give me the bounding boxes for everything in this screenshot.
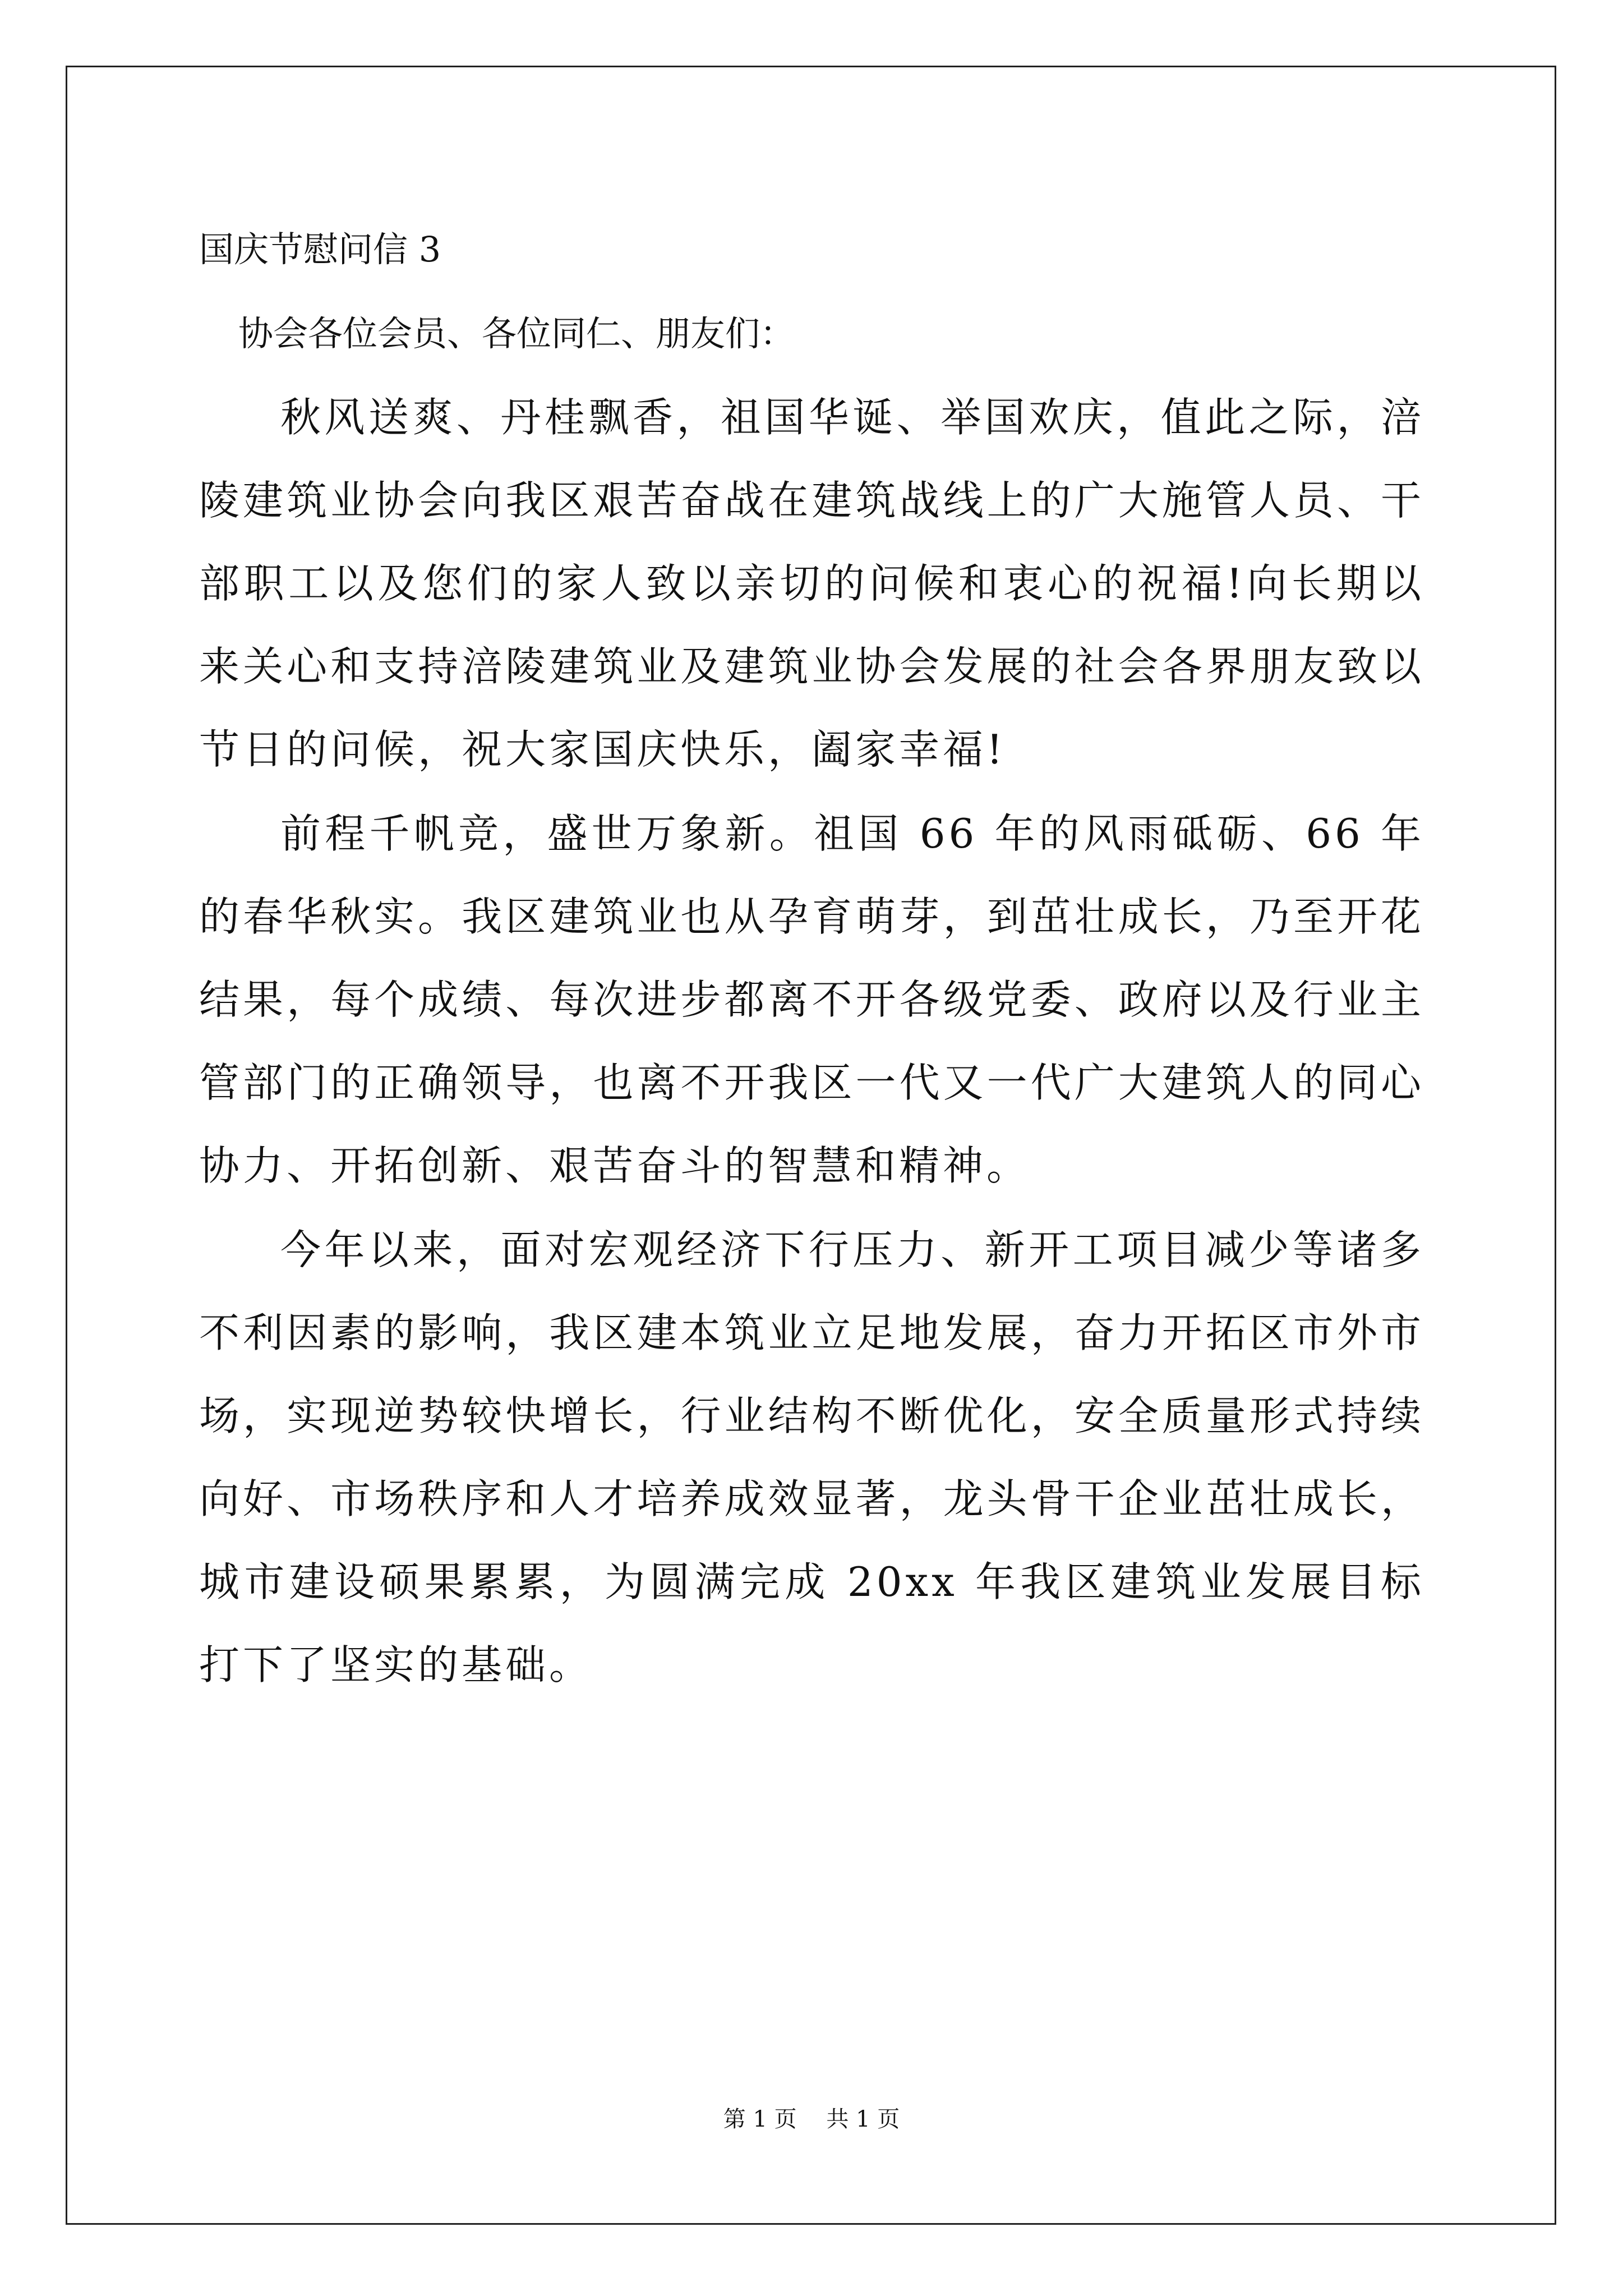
paragraph-1: 秋风送爽、丹桂飘香，祖国华诞、举国欢庆，值此之际，涪陵建筑业协会向我区艰苦奋战在建筑战线上的广大施管人员、干部职工以及您们的家人致以亲切的问候和衷心的祝福!向长期以来关心和支持涪陵建筑业及建筑业协会发展的社会各界朋友致以节日的问候，祝大家国庆快乐，阖家幸福! xyxy=(199,394,1424,773)
page-total: 共 1 页 xyxy=(826,2106,900,2132)
document-body xyxy=(199,208,1424,1706)
page-footer xyxy=(0,2102,1623,2136)
paragraph-3: 今年以来，面对宏观经济下行压力、新开工项目减少等诸多不利因素的影响，我区建本筑业立足地发展，奋力开拓区市外市场，实现逆势较快增长，行业结构不断优化，安全质量形式持续向好、市场秩序和人才培养成效显著，龙头骨干企业茁壮成长，城市建设硕果累累，为圆满完成 20xx 年我区建筑业发展目标打下了坚实的基础。 xyxy=(199,1226,1424,1688)
paragraph-2: 前程千帆竞，盛世万象新。祖国 66 年的风雨砥砺、66 年的春华秋实。我区建筑业也从孕育萌芽，到茁壮成长，乃至开花结果，每个成绩、每次进步都离不开各级党委、政府以及行业主管部门的正确领导，也离不开我区一代又一代广大建筑人的同心协力、开拓创新、艰苦奋斗的智慧和精神。 xyxy=(199,810,1424,1189)
salutation: 协会各位会员、各位同仁、朋友们： xyxy=(238,313,795,354)
document-title: 国庆节慰问信 3 xyxy=(199,229,441,270)
page-number: 第 1 页 xyxy=(723,2106,797,2132)
